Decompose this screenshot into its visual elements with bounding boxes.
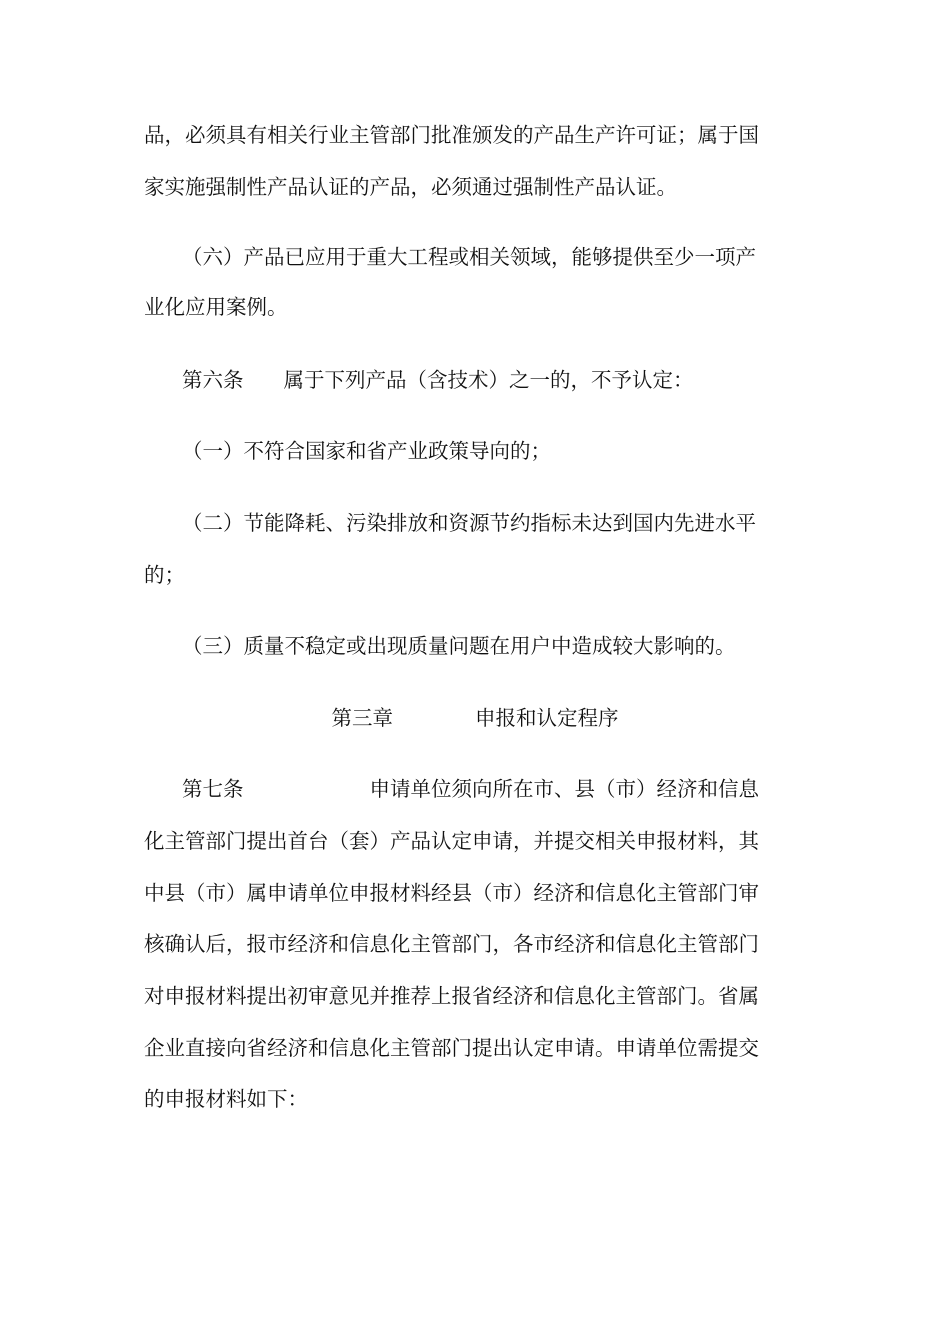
list-item-continuation: 的； [144, 563, 185, 587]
list-item: （三）质量不稳定或出现质量问题在用户中造成较大影响的。 [182, 634, 736, 658]
paragraph-line: 中县（市）属申请单位申报材料经县（市）经济和信息化主管部门审 [144, 881, 759, 905]
paragraph-line: 对申报材料提出初审意见并推荐上报省经济和信息化主管部门。省属 [144, 984, 759, 1008]
paragraph-line: 核确认后，报市经济和信息化主管部门，各市经济和信息化主管部门 [144, 932, 759, 956]
paragraph-line: 品，必须具有相关行业主管部门批准颁发的产品生产许可证；属于国 [144, 123, 759, 147]
paragraph-line: 的申报材料如下： [144, 1087, 308, 1111]
chapter-heading [0, 705, 950, 731]
list-item: （一）不符合国家和省产业政策导向的； [182, 439, 551, 463]
article-7 [182, 776, 759, 802]
article-7-label: 第七条 [182, 777, 244, 801]
article-7-text: 申请单位须向所在市、县（市）经济和信息 [369, 777, 759, 801]
paragraph-line: 业化应用案例。 [144, 295, 288, 319]
paragraph-line: 化主管部门提出首台（套）产品认定申请，并提交相关申报材料，其 [144, 829, 759, 853]
list-item: （二）节能降耗、污染排放和资源节约指标未达到国内先进水平 [182, 511, 756, 535]
article-6-text: 属于下列产品（含技术）之一的，不予认定： [283, 368, 694, 392]
article-6 [182, 367, 694, 393]
chapter-label: 第三章 [331, 706, 393, 730]
paragraph-line: （六）产品已应用于重大工程或相关领域，能够提供至少一项产 [182, 245, 756, 269]
chapter-title: 申报和认定程序 [475, 706, 619, 730]
paragraph-line: 家实施强制性产品认证的产品，必须通过强制性产品认证。 [144, 175, 677, 199]
article-6-label: 第六条 [182, 368, 244, 392]
paragraph-line: 企业直接向省经济和信息化主管部门提出认定申请。申请单位需提交 [144, 1036, 759, 1060]
